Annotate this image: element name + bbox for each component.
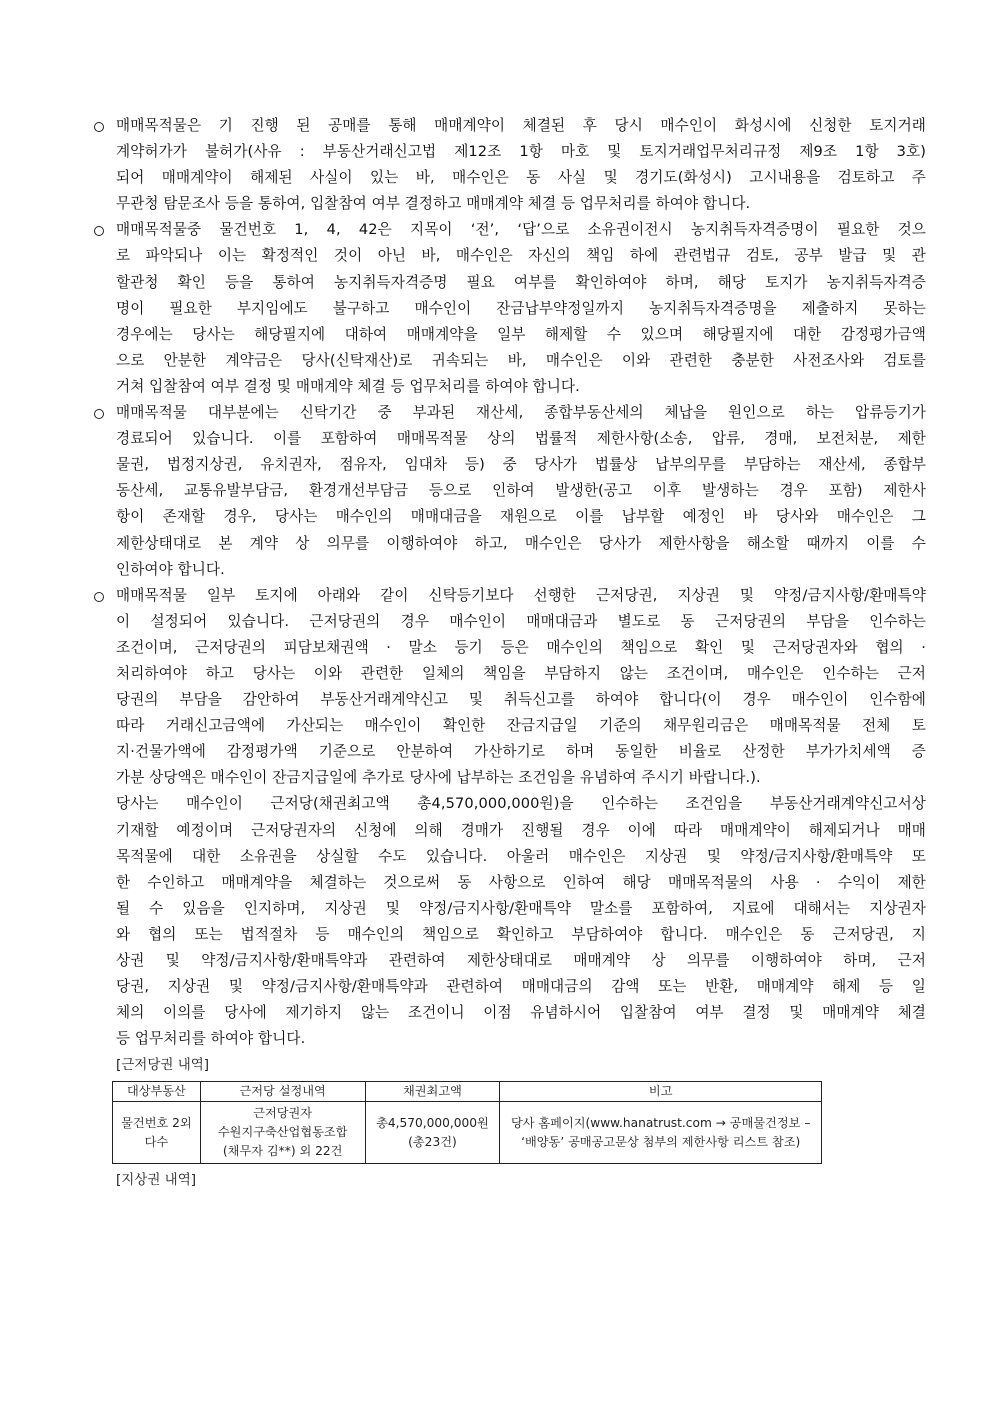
- text-line: 등 업무처리를 하여야 합니다.: [116, 1030, 306, 1048]
- cell-line: (채무자 김**) 외 22건: [222, 1144, 343, 1159]
- cell-details: [200, 1102, 365, 1164]
- text-line: 계약허가가 불허가(사유 : 부동산거래신고법 제12조 1항 마호 및 토지거래업무처리규정 제9조 1항 3호): [116, 143, 926, 161]
- cell-line: 수원지구축산업협동조합: [217, 1125, 348, 1140]
- text-line: 기재할 예정이며 근저당권자의 신청에 의해 경매가 진행될 경우 이에 따라 매매계약이 해제되거나 매매: [116, 821, 926, 839]
- text-line: 거쳐 입찰참여 여부 결정 및 매매계약 체결 등 업무처리를 하여야 합니다.: [116, 377, 580, 395]
- text-line: 당권의 부담을 감안하여 부동산거래계약신고 및 취득신고를 하여야 합니다(이 경우 매수인이 인수함에: [116, 691, 926, 709]
- cell-property: [113, 1102, 201, 1164]
- text-line: 따라 거래신고금액에 가산되는 매수인이 확인한 잔금지급일 기준의 채무원리금은 매매목적물 전체 토: [116, 717, 926, 735]
- text-line: 가분 상당액은 매수인이 잔금지급일에 추가로 당사에 납부하는 조건임을 유념하여 주시기 바랍니다.).: [116, 769, 761, 787]
- table-header-row: [113, 1082, 822, 1102]
- text-line: 물권, 법정지상권, 유치권자, 점유자, 임대차 등) 중 당사가 법률상 납부의무를 부담하는 재산세, 종합부: [116, 456, 926, 474]
- lien-section-caption: [근저당권 내역]: [116, 1057, 210, 1074]
- cell-line: 총4,570,000,000원: [376, 1115, 489, 1130]
- text-line: 처리하여야 하고 당사는 이와 관련한 일체의 책임을 부담하지 않는 조건이며, 매수인은 인수하는 근저: [116, 664, 926, 682]
- column-header-property: 대상부동산: [113, 1082, 201, 1102]
- column-header-details: 근저당 설정내역: [200, 1082, 365, 1102]
- column-header-max-amount: 채권최고액: [365, 1082, 500, 1102]
- notice-item-1: [92, 113, 926, 217]
- text-line: 체의 이의를 당사에 제기하지 않는 조건이니 이점 유념하시어 입찰참여 여부 결정 및 매매계약 체결: [116, 1004, 926, 1022]
- text-line: 인하여야 합니다.: [116, 560, 225, 578]
- cell-line: ‘배양동’ 공매공고문상 첨부의 제한사항 리스트 참조): [521, 1134, 801, 1149]
- text-line: 조건이며, 근저당권의 피담보채권액 · 말소 등기 등은 매수인의 책임으로 확인 및 근저당권자와 협의 ·: [116, 638, 926, 656]
- cell-line: 물건번호 2외: [121, 1115, 192, 1130]
- text-line: 항이 존재할 경우, 당사는 매수인의 매매대금을 재원으로 이를 납부할 예정인 바 당사와 매수인은 그: [116, 508, 926, 526]
- bullet-circle-icon: [94, 217, 106, 243]
- text-line: 으로 안분한 계약금은 당사(신탁재산)로 귀속되는 바, 매수인은 이와 관련한 충분한 사전조사와 검토를: [116, 351, 926, 369]
- text-line: 명이 필요한 부지임에도 불구하고 매수인이 잔금납부약정일까지 농지취득자격증명을 제출하지 못하는: [116, 299, 926, 317]
- lien-table: [112, 1081, 822, 1164]
- notice-continuation: [92, 791, 926, 1052]
- text-line: 경료되어 있습니다. 이를 포함하여 매매목적물 상의 법률적 제한사항(소송, 압류, 경매, 보전처분, 제한: [116, 430, 926, 448]
- surface-rights-caption: [지상권 내역]: [116, 1172, 197, 1189]
- cell-line: 다수: [144, 1134, 169, 1149]
- bullet-circle-icon: [94, 400, 106, 426]
- cell-line: 근저당권자: [253, 1106, 313, 1121]
- notice-item-3: [92, 400, 926, 583]
- cell-max-amount: [365, 1102, 500, 1164]
- table-row: [113, 1102, 822, 1164]
- text-line: 매매목적물 대부분에는 신탁기간 중 부과된 재산세, 종합부동산세의 체납을 원인으로 하는 압류등기가: [116, 404, 926, 422]
- text-line: 당권, 지상권 및 약정/금지사항/환매특약과 관련하여 매매대금의 감액 또는 반환, 매매계약 해제 등 일: [116, 978, 926, 996]
- column-header-note: 비고: [500, 1082, 822, 1102]
- text-line: 매매목적물중 물건번호 1, 4, 42은 지목이 ‘전’, ‘답’으로 소유권이전시 농지취득자격증명이 필요한 것으: [116, 221, 926, 239]
- cell-line: 당사 홈페이지(www.hanatrust.com → 공매물건정보 –: [510, 1115, 811, 1130]
- cell-line: (총23건): [408, 1134, 457, 1149]
- notice-body: [92, 113, 926, 1190]
- text-line: 상권 및 약정/금지사항/환매특약과 관련하여 제한상태대로 매매계약 상 의무를 이행하여야 하며, 근저: [116, 952, 926, 969]
- notice-item-2: [92, 217, 926, 400]
- text-line: 동산세, 교통유발부담금, 환경개선부담금 등으로 인하여 발생한(공고 이후 발생하는 경우 포함) 제한사: [116, 482, 926, 500]
- text-line: 매매목적물 일부 토지에 아래와 같이 신탁등기보다 선행한 근저당권, 지상권 및 약정/금지사항/환매특약: [116, 586, 926, 604]
- text-line: 지·건물가액에 감정평가액 기준으로 안분하여 가산하기로 하며 동일한 비율로 산정한 부가가치세액 증: [116, 743, 926, 761]
- text-line: 당사는 매수인이 근저당(채권최고액 총4,570,000,000원)을 인수하는 조건임을 부동산거래계약신고서상: [116, 795, 926, 813]
- text-line: 매매목적물은 기 진행 된 공매를 통해 매매계약이 체결된 후 당시 매수인이 화성시에 신청한 토지거래: [116, 117, 926, 134]
- text-line: 로 파악되나 이는 확정적인 것이 아닌 바, 매수인은 자신의 책임 하에 관련법규 검토, 공부 발급 및 관: [116, 247, 926, 265]
- text-line: 이 설정되어 있습니다. 근저당권의 경우 매수인이 매매대금과 별도로 동 근저당권의 부담을 인수하는: [116, 612, 926, 630]
- text-line: 되어 매매계약이 해제된 사실이 있는 바, 매수인은 동 사실 및 경기도(화성시) 고시내용을 검토하고 주: [116, 169, 926, 187]
- bullet-circle-icon: [94, 583, 106, 609]
- cell-note: [500, 1102, 822, 1164]
- bullet-circle-icon: [94, 113, 106, 139]
- text-line: 와 협의 또는 법적절차 등 매수인의 책임으로 확인하고 부담하여야 합니다. 매수인은 동 근저당권, 지: [116, 925, 926, 943]
- text-line: 할관청 확인 등을 통하여 농지취득자격증명 필요 여부를 확인하여야 하며, 해당 토지가 농지취득자격증: [116, 273, 926, 291]
- text-line: 목적물에 대한 소유권을 상실할 수도 있습니다. 아울러 매수인은 지상권 및 약정/금지사항/환매특약 또: [116, 847, 926, 865]
- text-line: 될 수 있음을 인지하며, 지상권 및 약정/금지사항/환매특약 말소를 포함하여, 지료에 대해서는 지상권자: [116, 899, 926, 917]
- text-line: 한 수인하고 매매계약을 체결하는 것으로써 동 사항으로 인하여 해당 매매목적물의 사용 · 수익이 제한: [116, 873, 926, 891]
- notice-item-4: [92, 583, 926, 792]
- text-line: 제한상태대로 본 계약 상 의무를 이행하여야 하고, 매수인은 당사가 제한사항을 해소할 때까지 이를 수: [116, 534, 926, 552]
- text-line: 무관청 탐문조사 등을 통하여, 입찰참여 여부 결정하고 매매계약 체결 등 업무처리를 하여야 합니다.: [116, 195, 751, 213]
- text-line: 경우에는 당사는 해당필지에 대하여 매매계약을 일부 해제할 수 있으며 해당필지에 대한 감정평가금액: [116, 325, 926, 343]
